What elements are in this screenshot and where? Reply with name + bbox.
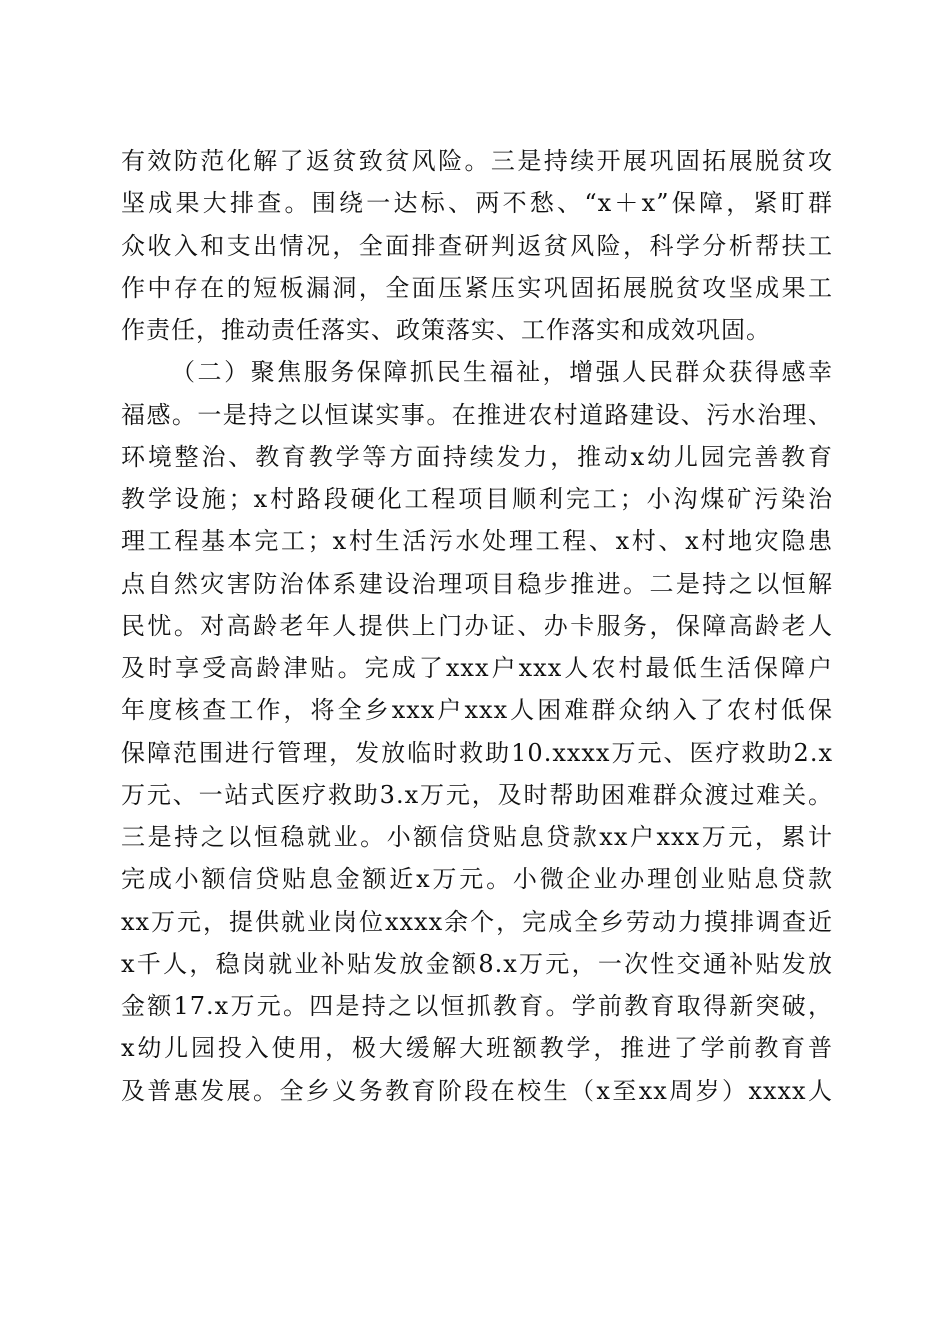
- text-line: 有效防范化解了返贫致贫风险。三是持续开展巩固拓展脱贫攻: [121, 147, 833, 175]
- text-line: 金额17.x万元。四是持之以恒抓教育。学前教育取得新突破，: [121, 992, 833, 1020]
- text-line: x幼儿园投入使用，极大缓解大班额教学，推进了学前教育普: [121, 1034, 833, 1063]
- text-line: 及时享受高龄津贴。完成了xxx户xxx人农村最低生活保障户: [121, 654, 833, 682]
- text-line: 及普惠发展。全乡义务教育阶段在校生（x至xx周岁）xxxx人: [121, 1076, 833, 1105]
- text-line: x千人，稳岗就业补贴发放金额8.x万元，一次性交通补贴发放: [121, 949, 833, 978]
- text-line: 作中存在的短板漏洞，全面压紧压实巩固拓展脱贫攻坚成果工: [121, 273, 833, 302]
- text-line: 环境整治、教育教学等方面持续发力，推动x幼儿园完善教育: [121, 442, 833, 471]
- text-line: xx万元，提供就业岗位xxxx余个，完成全乡劳动力摸排调查近: [121, 907, 833, 936]
- text-line: 完成小额信贷贴息金额近x万元。小微企业办理创业贴息贷款: [121, 865, 833, 894]
- body-text: [121, 140, 833, 1112]
- text-line: 教学设施；x村路段硬化工程项目顺利完工；小沟煤矿污染治: [121, 485, 833, 513]
- text-line: 年度核查工作，将全乡xxx户xxx人困难群众纳入了农村低保: [121, 696, 833, 725]
- text-line: 作责任，推动责任落实、政策落实、工作落实和成效巩固。: [121, 316, 771, 344]
- text-line: 民忧。对高龄老年人提供上门办证、办卡服务，保障高龄老人: [121, 611, 833, 640]
- text-line: 理工程基本完工；x村生活污水处理工程、x村、x村地灾隐患: [121, 527, 833, 556]
- text-line: 保障范围进行管理，发放临时救助10.xxxx万元、医疗救助2.x: [121, 738, 833, 767]
- text-line: 福感。一是持之以恒谋实事。在推进农村道路建设、污水治理、: [121, 400, 833, 429]
- text-line: 坚成果大排查。围绕一达标、两不愁、“x＋x”保障，紧盯群: [121, 189, 833, 218]
- text-line: 万元、一站式医疗救助3.x万元，及时帮助困难群众渡过难关。: [121, 780, 833, 809]
- text-line: 众收入和支出情况，全面排查研判返贫风险，科学分析帮扶工: [121, 231, 833, 260]
- text-line: 点自然灾害防治体系建设治理项目稳步推进。二是持之以恒解: [121, 569, 833, 598]
- section-heading-line: （二）聚焦服务保障抓民生福祉，增强人民群众获得感幸: [171, 358, 833, 387]
- text-line: 三是持之以恒稳就业。小额信贷贴息贷款xx户xxx万元，累计: [121, 823, 833, 851]
